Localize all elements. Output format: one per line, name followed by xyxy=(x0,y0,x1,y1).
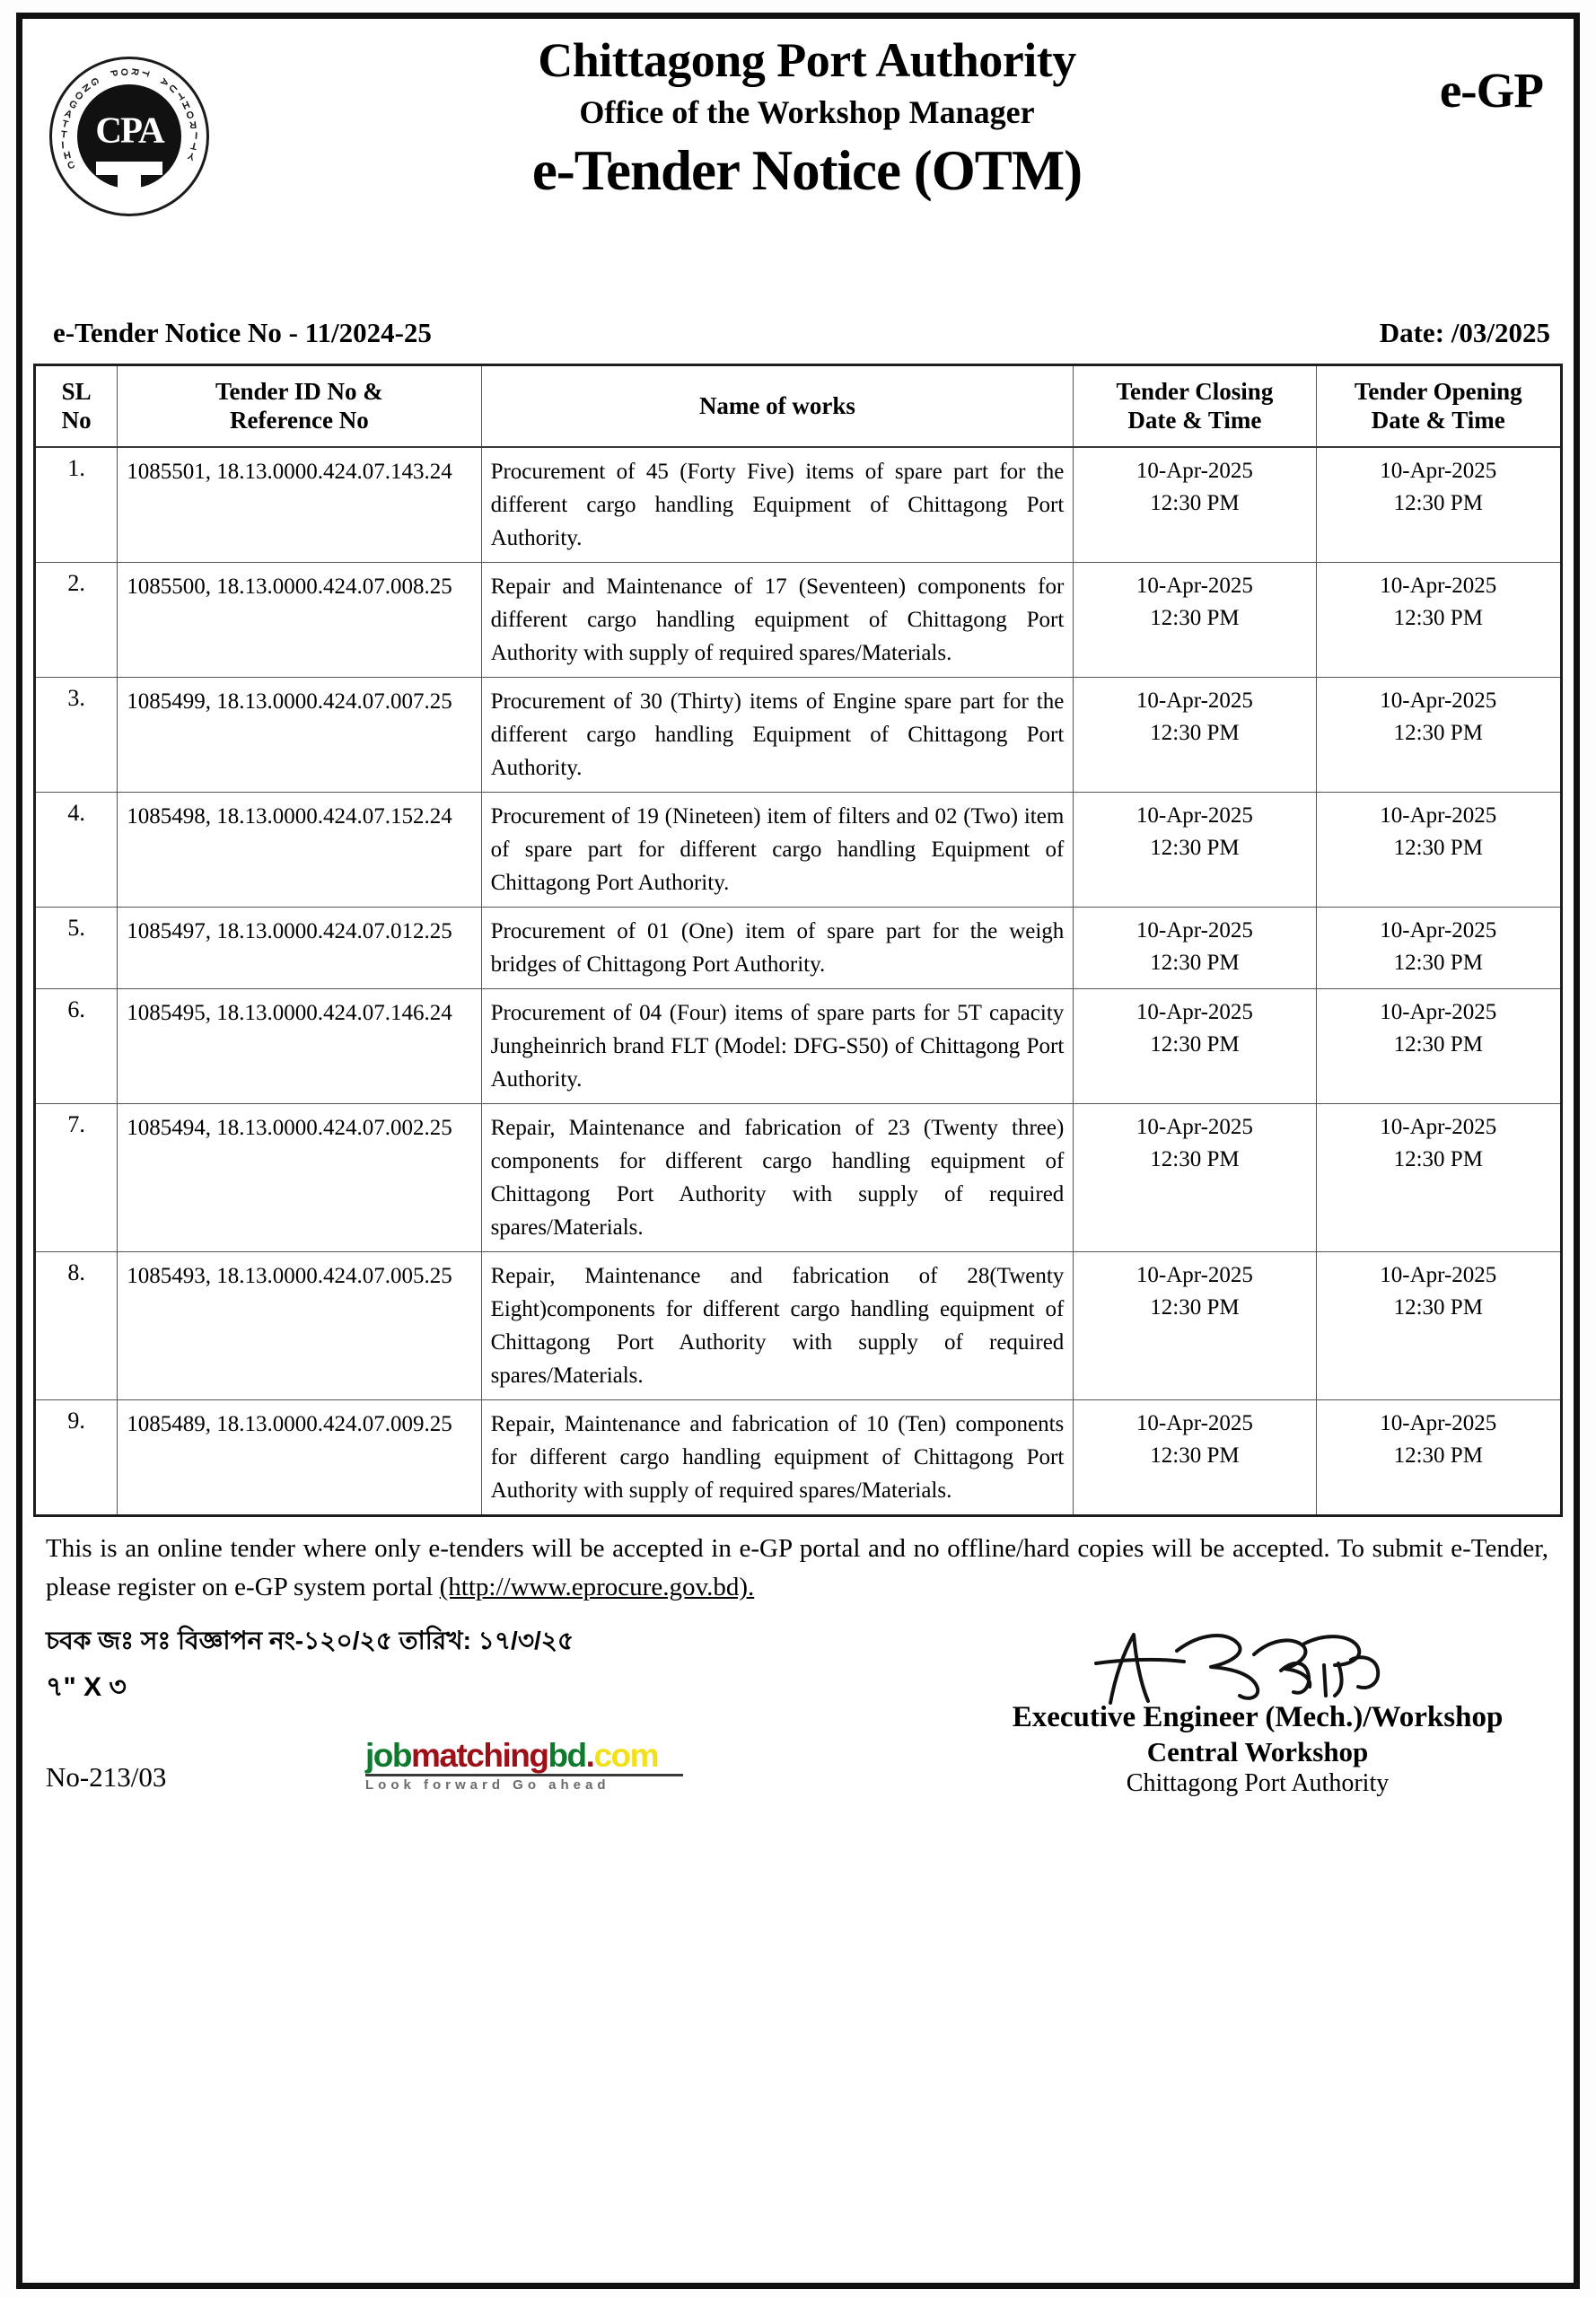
online-tender-note xyxy=(33,1517,1563,1611)
cell-closing: 10-Apr-2025 12:30 PM xyxy=(1074,907,1316,988)
cell-tender-id: 1085489, 18.13.0000.424.07.009.25 xyxy=(118,1399,481,1515)
table-row xyxy=(35,792,1562,907)
cell-tender-id: 1085495, 18.13.0000.424.07.146.24 xyxy=(118,988,481,1103)
cell-tender-id: 1085500, 18.13.0000.424.07.008.25 xyxy=(118,562,481,677)
page-title: e-Tender Notice (OTM) xyxy=(531,139,1083,203)
jobmatchingbd-watermark xyxy=(365,1736,683,1793)
cell-closing: 10-Apr-2025 12:30 PM xyxy=(1074,447,1316,563)
bengali-ad-reference: চবক জঃ সঃ বিজ্ঞাপন নং-১২০/২৫ তারিখ: ১৭/৩/২৫ xyxy=(46,1626,574,1654)
cell-sl: 8. xyxy=(35,1251,118,1399)
cell-works: Repair, Maintenance and fabrication of 28(Twenty Eight)components for different cargo handling equipment of Chittagong Port Authority with supply of required spares/Materials. xyxy=(481,1251,1074,1399)
table-body xyxy=(35,447,1562,1516)
cell-opening: 10-Apr-2025 12:30 PM xyxy=(1316,1251,1561,1399)
table-row xyxy=(35,1103,1562,1251)
table-row xyxy=(35,1251,1562,1399)
seal-anchor-bar xyxy=(96,162,162,175)
watermark-part-matching: matching xyxy=(410,1736,548,1774)
office-subtitle: Office of the Workshop Manager xyxy=(579,93,1035,130)
signatory-title: Executive Engineer (Mech.)/Workshop xyxy=(1012,1700,1504,1733)
watermark-tagline: Look forward Go ahead xyxy=(365,1776,610,1793)
watermark-part-dot: . xyxy=(585,1736,594,1774)
cell-sl: 7. xyxy=(35,1103,118,1251)
table-row xyxy=(35,677,1562,792)
column-header-sl xyxy=(35,365,118,447)
cell-opening: 10-Apr-2025 12:30 PM xyxy=(1316,447,1561,563)
column-header-works xyxy=(481,365,1074,447)
cell-tender-id: 1085494, 18.13.0000.424.07.002.25 xyxy=(118,1103,481,1251)
cell-sl: 2. xyxy=(35,562,118,677)
document-footer xyxy=(33,1624,1563,1830)
watermark-part-job: job xyxy=(365,1736,411,1774)
tender-table xyxy=(33,364,1563,1517)
seal-cpa-letters: CPA xyxy=(95,109,163,151)
cell-tender-id: 1085498, 18.13.0000.424.07.152.24 xyxy=(118,792,481,907)
organization-title: Chittagong Port Authority xyxy=(538,33,1076,87)
eprocure-url: (http://www.eprocure.gov.bd). xyxy=(439,1573,755,1602)
cell-works: Procurement of 19 (Nineteen) item of filters and 02 (Two) item of spare part for different cargo handling Equipment of Chittagong Port Authority. xyxy=(481,792,1074,907)
cell-works: Repair, Maintenance and fabrication of 10 (Ten) components for different cargo handling equipment of Chittagong Port Authority with supply of required spares/Materials. xyxy=(481,1399,1074,1515)
watermark-part-bd: bd xyxy=(548,1736,586,1774)
cpa-seal-icon xyxy=(49,57,209,216)
signatory-department: Central Workshop xyxy=(1146,1735,1369,1767)
cell-works: Procurement of 01 (One) item of spare part for the weigh bridges of Chittagong Port Authority. xyxy=(481,907,1074,988)
cell-closing: 10-Apr-2025 12:30 PM xyxy=(1074,792,1316,907)
cell-opening: 10-Apr-2025 12:30 PM xyxy=(1316,562,1561,677)
table-row xyxy=(35,907,1562,988)
column-header-closing-line1: Tender Closing xyxy=(1116,378,1274,405)
column-header-closing-line2: Date & Time xyxy=(1127,407,1262,434)
watermark-rule xyxy=(365,1774,683,1776)
cell-sl: 3. xyxy=(35,677,118,792)
table-row xyxy=(35,1399,1562,1515)
column-header-opening xyxy=(1316,365,1561,447)
cell-works: Repair, Maintenance and fabrication of 23 (Twenty three) components for different cargo handling equipment of Chittagong Port Authority with supply of required spares/Materials. xyxy=(481,1103,1074,1251)
table-row xyxy=(35,562,1562,677)
cell-works: Procurement of 30 (Thirty) items of Engine spare part for the different cargo handling Equipment of Chittagong Port Authority. xyxy=(481,677,1074,792)
cell-works: Repair and Maintenance of 17 (Seventeen) components for different cargo handling equipment of Chittagong Port Authority with supply of required spares/Materials. xyxy=(481,562,1074,677)
cell-sl: 1. xyxy=(35,447,118,563)
notice-date: Date: /03/2025 xyxy=(1379,317,1550,348)
seal-ring-text: C H I T T A G O N G P O R T A U T H O R I T Y xyxy=(60,67,198,172)
column-header-closing xyxy=(1074,365,1316,447)
table-row xyxy=(35,447,1562,563)
cell-works: Procurement of 45 (Forty Five) items of spare part for the different cargo handling Equipment of Chittagong Port Authority. xyxy=(481,447,1074,563)
cell-opening: 10-Apr-2025 12:30 PM xyxy=(1316,677,1561,792)
egp-badge: e-GP xyxy=(1439,63,1543,118)
cell-closing: 10-Apr-2025 12:30 PM xyxy=(1074,562,1316,677)
footer-ref-no: No-213/03 xyxy=(46,1760,167,1793)
table-header xyxy=(35,365,1562,447)
cell-sl: 6. xyxy=(35,988,118,1103)
column-header-tender-id-line1: Tender ID No & xyxy=(215,378,383,405)
column-header-tender-id xyxy=(118,365,481,447)
document-frame xyxy=(16,13,1580,2289)
ad-size-note: ৭" X ৩ xyxy=(46,1671,127,1702)
cell-opening: 10-Apr-2025 12:30 PM xyxy=(1316,988,1561,1103)
cell-sl: 9. xyxy=(35,1399,118,1515)
notice-meta-row xyxy=(33,315,1563,364)
cpa-logo xyxy=(49,57,215,223)
handwritten-signature xyxy=(970,1624,1545,1706)
cell-closing: 10-Apr-2025 12:30 PM xyxy=(1074,677,1316,792)
column-header-sl-line2: No xyxy=(61,407,92,434)
column-header-opening-line2: Date & Time xyxy=(1371,407,1505,434)
document-header xyxy=(33,19,1563,315)
notice-number: e-Tender Notice No - 11/2024-25 xyxy=(53,317,432,348)
column-header-opening-line1: Tender Opening xyxy=(1354,378,1522,405)
watermark-wordmark xyxy=(365,1736,683,1774)
cell-opening: 10-Apr-2025 12:30 PM xyxy=(1316,907,1561,988)
table-header-row xyxy=(35,365,1562,447)
column-header-tender-id-line2: Reference No xyxy=(230,407,369,434)
signature-block xyxy=(970,1624,1545,1799)
signatory-organization: Chittagong Port Authority xyxy=(1126,1768,1390,1797)
cell-tender-id: 1085493, 18.13.0000.424.07.005.25 xyxy=(118,1251,481,1399)
cell-opening: 10-Apr-2025 12:30 PM xyxy=(1316,792,1561,907)
cell-opening: 10-Apr-2025 12:30 PM xyxy=(1316,1103,1561,1251)
cell-tender-id: 1085499, 18.13.0000.424.07.007.25 xyxy=(118,677,481,792)
cell-sl: 5. xyxy=(35,907,118,988)
cell-works: Procurement of 04 (Four) items of spare parts for 5T capacity Jungheinrich brand FLT (Model: DFG-S50) of Chittagong Port Authority. xyxy=(481,988,1074,1103)
title-block xyxy=(33,19,1563,203)
cell-tender-id: 1085501, 18.13.0000.424.07.143.24 xyxy=(118,447,481,563)
cell-sl: 4. xyxy=(35,792,118,907)
column-header-sl-line1: SL xyxy=(61,378,92,405)
signature-icon xyxy=(1069,1624,1446,1706)
cell-tender-id: 1085497, 18.13.0000.424.07.012.25 xyxy=(118,907,481,988)
cell-closing: 10-Apr-2025 12:30 PM xyxy=(1074,1103,1316,1251)
cell-closing: 10-Apr-2025 12:30 PM xyxy=(1074,1251,1316,1399)
cell-closing: 10-Apr-2025 12:30 PM xyxy=(1074,1399,1316,1515)
note-text: This is an online tender where only e-tenders will be accepted in e-GP portal and no offline/hard copies will be accepted. To submit e-Tender, please register on e-GP system portal xyxy=(46,1533,1548,1602)
cell-closing: 10-Apr-2025 12:30 PM xyxy=(1074,988,1316,1103)
column-header-works-line1: Name of works xyxy=(698,392,855,420)
table-row xyxy=(35,988,1562,1103)
watermark-part-com: com xyxy=(593,1736,659,1774)
cell-opening: 10-Apr-2025 12:30 PM xyxy=(1316,1399,1561,1515)
